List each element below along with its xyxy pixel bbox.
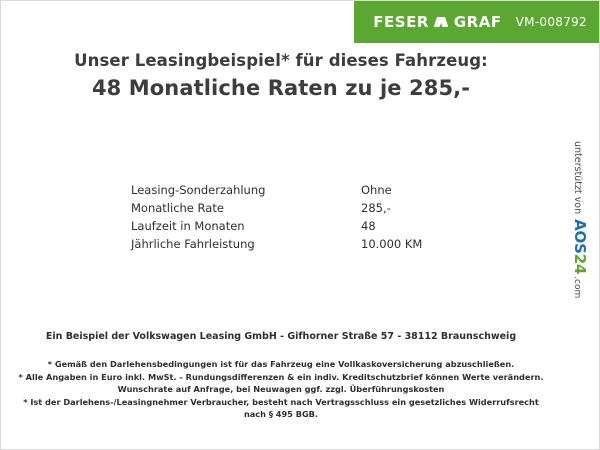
title-block — [1, 51, 561, 100]
detail-label: Laufzeit in Monaten — [131, 219, 245, 233]
clover-logo-icon — [434, 15, 449, 30]
supported-by-text: unterstützt von — [572, 141, 583, 215]
detail-value: 10.000 KM — [361, 237, 423, 251]
table-row — [131, 201, 422, 219]
aos-domain-text: .com — [572, 276, 582, 299]
disclaimer-line: * Ist der Darlehens-/Leasingnehmer Verbraucher, besteht nach Vertragsschluss ein gesetzliches Widerrufsrecht — [23, 396, 539, 407]
aos-brand-digits: 24 — [571, 253, 589, 275]
header-bar — [1, 1, 599, 43]
details-table — [131, 183, 422, 255]
detail-value: 285,- — [361, 201, 391, 215]
footer-disclaimer — [1, 359, 561, 421]
aos-brand-text: AOS — [571, 219, 589, 254]
disclaimer-line: * Alle Angaben in Euro inkl. MwSt. - Rundungsdifferenzen & ein indiv. Kreditschutzbrief können Werte verändern. — [18, 371, 544, 382]
table-row — [131, 219, 422, 237]
brand-name-second: GRAF — [453, 13, 502, 31]
detail-label: Leasing-Sonderzahlung — [131, 183, 266, 197]
detail-value: 48 — [361, 219, 376, 233]
disclaimer-line: Wunschrate auf Anfrage, bei Neuwagen ggf. zzgl. Überführungskosten — [117, 384, 445, 394]
table-row — [131, 237, 422, 255]
detail-label: Monatliche Rate — [131, 201, 224, 215]
disclaimer-line: nach § 495 BGB. — [243, 409, 319, 419]
header-brand-panel — [354, 1, 599, 43]
feser-graf-logo — [373, 13, 501, 31]
page-title: 48 Monatliche Raten zu je 285,- — [91, 76, 471, 100]
detail-value: Ohne — [361, 183, 392, 197]
page-subtitle: Unser Leasingbeispiel* für dieses Fahrzeug: — [74, 51, 488, 70]
disclaimer-line: * Gemäß den Darlehensbedingungen ist für das Fahrzeug eine Vollkaskoversicherung abzuschließen. — [47, 359, 515, 369]
brand-name-first: FESER — [373, 13, 429, 31]
table-row — [131, 183, 422, 201]
detail-label: Jährliche Fahrleistung — [131, 237, 255, 251]
footer-company-line: Ein Beispiel der Volkswagen Leasing GmbH - Gifhorner Straße 57 - 38112 Braunschweig — [45, 331, 517, 342]
leasing-details — [131, 183, 422, 255]
supported-by-label — [571, 141, 593, 321]
vehicle-id: VM-008792 — [515, 15, 587, 29]
footer — [1, 331, 561, 422]
aos-logo — [571, 219, 589, 274]
